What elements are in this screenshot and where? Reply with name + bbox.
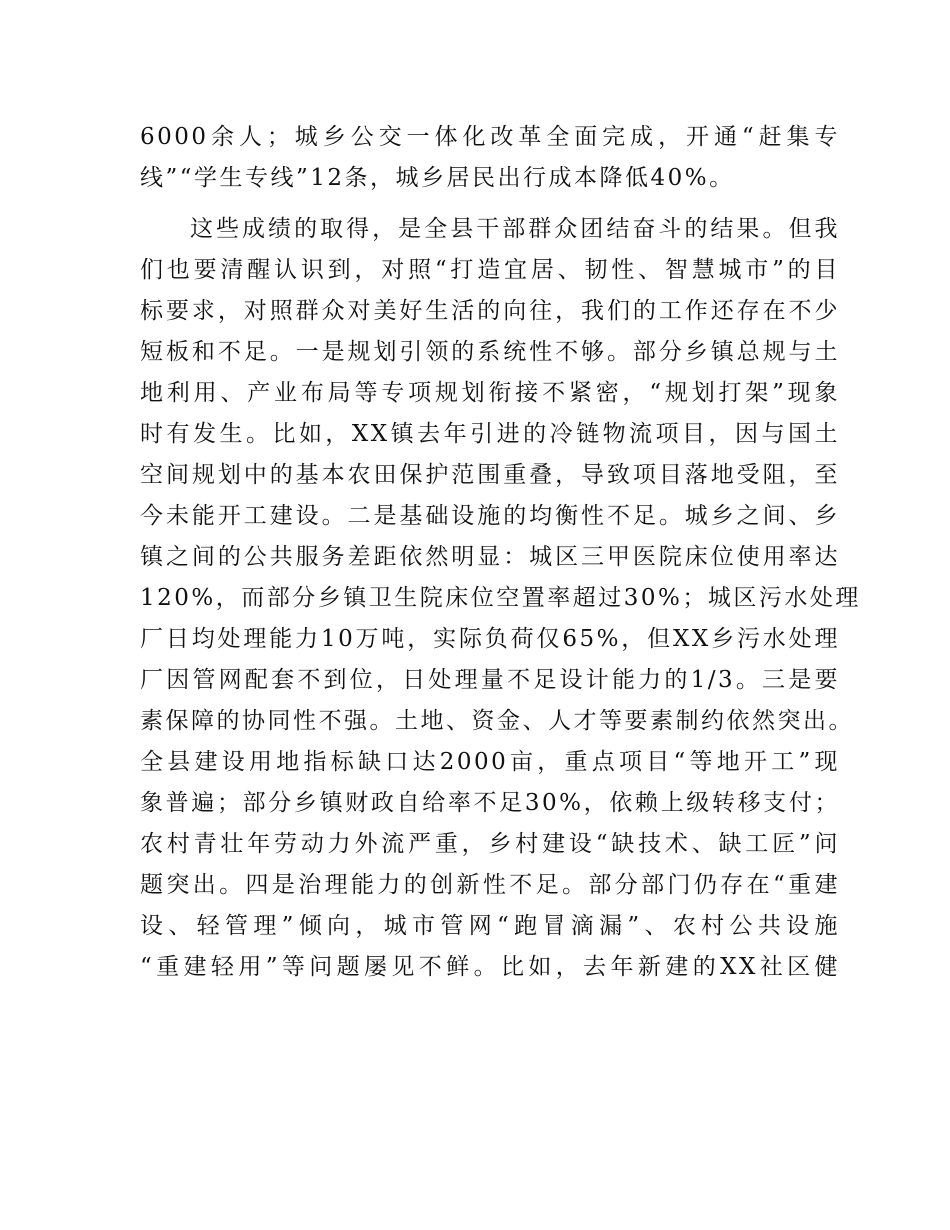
document-body (140, 117, 861, 1029)
paragraph-gap (140, 199, 840, 209)
text-line: 厂因管网配套不到位，日处理量不足设计能力的1/3。三是要 (140, 667, 840, 693)
text-line: 空间规划中的基本农田保护范围重叠，导致项目落地受阻，至 (140, 462, 840, 488)
text-line: 线”“学生专线”12条，城乡居民出行成本降低40%。 (140, 165, 735, 191)
text-line: 全县建设用地指标缺口达2000亩，重点项目“等地开工”现 (140, 749, 840, 775)
text-line: 6000余人；城乡公交一体化改革全面完成，开通“赶集专 (140, 124, 840, 150)
text-line: 厂日均处理能力10万吨，实际负荷仅65%，但XX乡污水处理 (140, 626, 840, 652)
text-line: 标要求，对照群众对美好生活的向往，我们的工作还存在不少 (140, 298, 840, 324)
text-line: 地利用、产业布局等专项规划衔接不紧密，“规划打架”现象 (140, 380, 840, 406)
text-line: 农村青壮年劳动力外流严重，乡村建设“缺技术、缺工匠”问 (140, 831, 840, 857)
text-line: 设、轻管理”倾向，城市管网“跑冒滴漏”、农村公共设施 (140, 913, 840, 939)
text-line: 短板和不足。一是规划引领的系统性不够。部分乡镇总规与土 (140, 339, 840, 365)
text-line: 象普遍；部分乡镇财政自给率不足30%，依赖上级转移支付； (140, 790, 840, 816)
paragraph-1 (140, 117, 840, 199)
text-line: 120%，而部分乡镇卫生院床位空置率超过30%；城区污水处理 (140, 585, 861, 611)
paragraph-2 (140, 209, 861, 1029)
text-line: “重建轻用”等问题屡见不鲜。比如，去年新建的XX社区健 (140, 954, 840, 980)
text-line: 们也要清醒认识到，对照“打造宜居、韧性、智慧城市”的目 (140, 257, 840, 283)
text-line: 题突出。四是治理能力的创新性不足。部分部门仍存在“重建 (140, 872, 840, 898)
text-line: 素保障的协同性不强。土地、资金、人才等要素制约依然突出。 (140, 708, 854, 734)
text-line: 今未能开工建设。二是基础设施的均衡性不足。城乡之间、乡 (140, 503, 840, 529)
text-line (140, 988, 840, 1029)
text-line: 时有发生。比如，XX镇去年引进的冷链物流项目，因与国土 (140, 421, 840, 447)
text-line: 镇之间的公共服务差距依然明显：城区三甲医院床位使用率达 (140, 544, 840, 570)
text-line: 这些成绩的取得，是全县干部群众团结奋斗的结果。但我 (190, 216, 840, 242)
